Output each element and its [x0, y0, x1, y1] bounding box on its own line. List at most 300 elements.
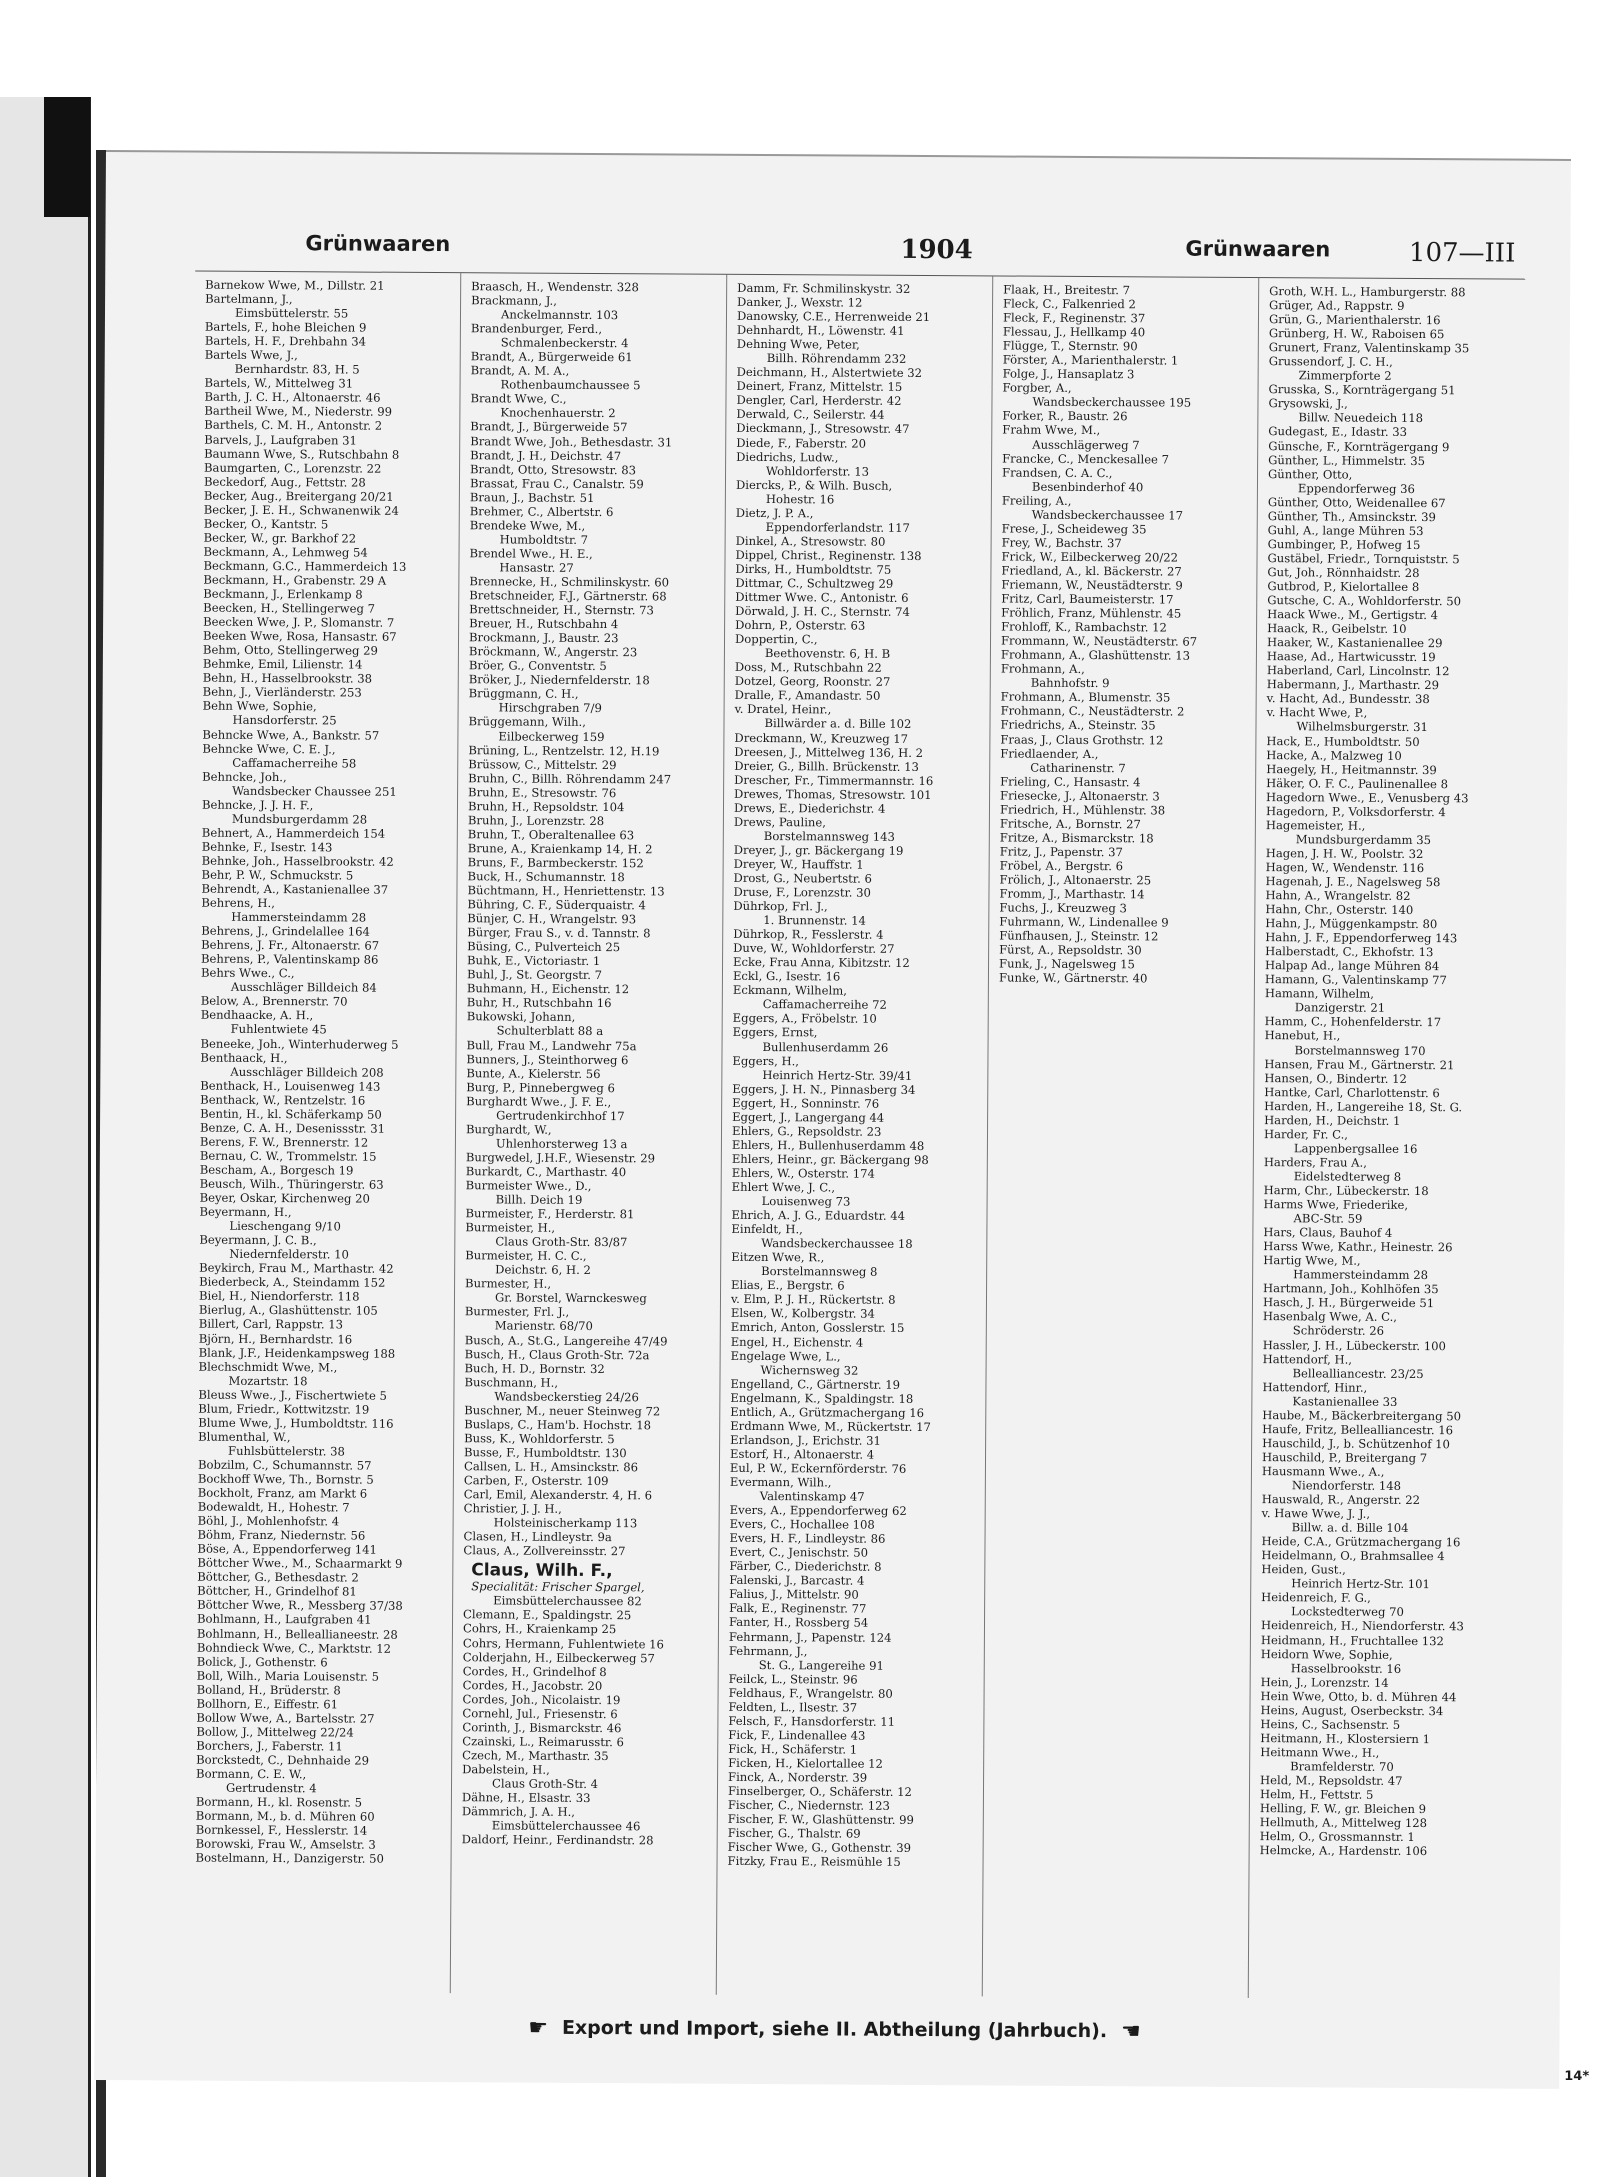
directory-columns: [185, 271, 1525, 2000]
entry-address-line: Mundsburgerdamm 28: [231, 811, 368, 827]
directory-entry: Ehlers, W., Osterstr. 174: [731, 1165, 876, 1181]
entry-address-line: Billh. Röhrendamm 232: [766, 351, 907, 367]
entry-address-line: Lappenbergsallee 16: [1293, 1141, 1418, 1156]
directory-entry: Gustäbel, Friedr., Tornquiststr. 5: [1267, 550, 1460, 567]
directory-entry: Heidelmann, O., Brahmsallee 4: [1261, 1548, 1445, 1564]
entry-address-line: Zimmerpforte 2: [1298, 368, 1392, 384]
directory-entry: Becker, Aug., Breitergang 20/21: [203, 488, 394, 504]
directory-entry: Behn, H., Hasselbrookstr. 38: [202, 670, 373, 686]
entry-address-line: Borstelmannsweg 170: [1294, 1042, 1426, 1058]
entry-address-line: Caffamacherreihe 58: [232, 755, 357, 771]
directory-entry: Frey, W., Bachstr. 37: [1001, 535, 1122, 551]
directory-entry: Behrens, J., Grindelallee 164: [201, 923, 370, 939]
entry-address-line: Bullenhuserdamm 26: [762, 1039, 889, 1055]
entry-address-line: Hammersteindamm 28: [231, 909, 367, 925]
directory-entry: Diercks, P., & Wilh. Busch,: [735, 477, 893, 493]
directory-entry: Bartels, F., hohe Bleichen 9: [204, 319, 367, 335]
directory-entry: Buss, K., Wohldorferstr. 5: [464, 1431, 615, 1446]
directory-entry: Dieckmann, J., Stresowstr. 47: [736, 421, 910, 437]
directory-entry: v. Hawe Wwe, J. J.,: [1261, 1506, 1371, 1521]
directory-entry: Hamann, G., Valentinskamp 77: [1264, 972, 1447, 988]
directory-entry: Fünfhausen, J., Steinstr. 12: [999, 928, 1159, 944]
directory-entry: Friedrichs, A., Steinstr. 35: [1000, 717, 1156, 733]
directory-entry: Below, A., Brennerstr. 70: [200, 993, 348, 1009]
directory-entry: Eggers, H.,: [732, 1053, 800, 1068]
directory-entry: Brandt, A., Bürgerweide 61: [470, 349, 633, 365]
entry-address-line: Danzigerstr. 21: [1294, 1000, 1386, 1016]
directory-entry: Grüger, Ad., Rappstr. 9: [1269, 298, 1405, 313]
directory-entry: Heidenreich, F. G.,: [1261, 1590, 1371, 1606]
directory-entry: Benthack, W., Rentzelstr. 16: [200, 1092, 366, 1108]
directory-entry: Clemann, E., Spaldingstr. 25: [463, 1607, 632, 1623]
entry-address-line: Borstelmannsweg 143: [763, 828, 895, 844]
directory-entry: Buslaps, C., Ham'b. Hochstr. 18: [464, 1417, 652, 1433]
directory-entry: Finck, A., Norderstr. 39: [728, 1769, 868, 1785]
entry-address-line: Gr. Borstel, Warnckesweg: [494, 1290, 647, 1306]
directory-entry: Grunert, Franz, Valentinskamp 35: [1268, 340, 1470, 356]
directory-entry: Eggert, H., Sonninstr. 76: [732, 1095, 880, 1111]
directory-entry: Böttcher Wwe., M., Schaarmarkt 9: [197, 1555, 403, 1572]
directory-entry: Behnert, A., Hammerdeich 154: [201, 825, 386, 841]
directory-entry: Brandt, J., Bürgerweide 57: [470, 419, 628, 435]
directory-entry: Bartels, H. F., Drehbahn 34: [204, 333, 367, 349]
directory-entry: Behncke, Joh.,: [202, 769, 287, 784]
directory-entry: Ehlers, Heinr., gr. Bäckergang 98: [731, 1151, 929, 1167]
entry-address-line: Kastanienallee 33: [1292, 1393, 1398, 1409]
directory-entry: Fitzky, Frau E., Reismühle 15: [727, 1854, 901, 1870]
directory-entry: Behrs Wwe., C.,: [200, 965, 295, 981]
directory-entry: Bröker, J., Niedernfelderstr. 18: [468, 672, 650, 688]
directory-entry: Baumgarten, C., Lorenzstr. 22: [204, 460, 382, 476]
pointing-hand-icon: ☚: [1121, 2018, 1141, 2044]
directory-entry: Habermann, J., Marthastr. 29: [1266, 677, 1440, 693]
directory-entry: Beckmann, J., Erlenkamp 8: [203, 586, 363, 602]
entry-address-line: Wichernsweg 32: [760, 1362, 859, 1378]
entry-address-line: Ausschlägerweg 7: [1032, 437, 1140, 452]
column-3: [717, 275, 994, 1997]
entry-address-line: Wandsbeckerchaussee 17: [1031, 507, 1184, 523]
directory-entry: Clasen, H., Lindleystr. 9a: [463, 1529, 612, 1545]
directory-entry: Dotzel, Georg, Roonstr. 27: [734, 674, 891, 690]
directory-entry: Falk, E., Reginenstr. 77: [729, 1601, 867, 1617]
directory-entry: Hein Wwe, Otto, b. d. Mühren 44: [1260, 1688, 1457, 1704]
directory-entry: Burkardt, C., Marthastr. 40: [465, 1164, 627, 1180]
directory-entry: Hahn, Chr., Osterstr. 140: [1265, 902, 1414, 918]
directory-entry: Günther, Th., Amsinckstr. 39: [1267, 508, 1436, 524]
directory-entry: Burghardt Wwe., J. F. E.,: [466, 1093, 612, 1109]
directory-entry: Boll, Wilh., Maria Louisenstr. 5: [196, 1668, 380, 1684]
directory-entry: Brandt Wwe, Joh., Bethesdastr. 31: [470, 433, 673, 449]
header-year: 1904: [900, 234, 973, 266]
directory-entry: Frohmann, C., Neustädterstr. 2: [1000, 703, 1185, 720]
directory-entry: Ehlert Wwe, J. C.,: [731, 1179, 836, 1195]
directory-entry: Gumbinger, P., Hofweg 15: [1267, 536, 1421, 552]
directory-entry: Feldhaus, F., Wrangelstr. 80: [728, 1685, 893, 1701]
entry-address-line: Mozartstr. 18: [228, 1373, 308, 1388]
directory-entry: Carben, F., Osterstr. 109: [463, 1473, 609, 1489]
directory-entry: Becker, O., Kantstr. 5: [203, 516, 329, 532]
directory-entry: Beeken Wwe, Rosa, Hansastr. 67: [202, 628, 397, 644]
directory-entry: Harms Wwe, Friederike,: [1263, 1197, 1409, 1213]
directory-entry: Busse, F., Humboldtstr. 130: [464, 1445, 627, 1461]
directory-entry: Behmke, Emil, Lilienstr. 14: [202, 656, 363, 672]
directory-entry: Dreesen, J., Mittelweg 136, H. 2: [734, 744, 924, 760]
directory-entry: Björn, H., Bernhardstr. 16: [198, 1331, 353, 1347]
directory-entry: Beneeke, Joh., Winterhuderweg 5: [200, 1036, 399, 1052]
directory-entry: Evers, A., Eppendorferweg 62: [729, 1502, 907, 1518]
directory-entry: Funk, J., Nagelsweg 15: [999, 956, 1135, 972]
directory-entry: Buschner, M., neuer Steinweg 72: [464, 1402, 661, 1419]
entry-address-line: 1. Brunnenstr. 14: [763, 913, 866, 928]
directory-entry: Becker, W., gr. Barkhof 22: [203, 530, 357, 546]
directory-entry: Entlich, A., Grützmachergang 16: [730, 1404, 925, 1420]
entry-address-line: Hasselbrookstr. 16: [1290, 1660, 1402, 1676]
directory-entry: Doss, M., Rutschbahn 22: [734, 660, 882, 676]
directory-entry: Bohlmann, H., Laufgraben 41: [196, 1612, 372, 1628]
directory-entry: Elsen, W., Kolbergstr. 34: [730, 1306, 876, 1322]
entry-address-line: Hirschgraben 7/9: [498, 700, 602, 716]
directory-entry: Dreckmann, W., Kreuzweg 17: [734, 730, 909, 746]
directory-entry: Blume Wwe, J., Humboldtstr. 116: [198, 1415, 394, 1431]
directory-entry: Böse, A., Eppendorferweg 141: [197, 1541, 377, 1557]
directory-entry: Deichmann, H., Alstertwiete 32: [736, 365, 923, 381]
directory-entry: Eitzen Wwe, R.,: [731, 1250, 825, 1265]
directory-entry: Hasch, J. H., Bürgerweide 51: [1262, 1295, 1435, 1311]
directory-entry: Gutsche, C. A., Wohldorferstr. 50: [1267, 593, 1462, 609]
directory-entry: Borowski, Frau W., Amselstr. 3: [195, 1836, 376, 1852]
directory-entry: Bornkessel, F., Hesslerstr. 14: [195, 1822, 368, 1838]
directory-entry: Hamann, Wilhelm,: [1264, 986, 1374, 1002]
directory-entry: Beckmann, H., Grabenstr. 29 A: [203, 572, 387, 588]
directory-entry: Bruns, F., Barmbeckerstr. 152: [467, 855, 644, 871]
directory-entry: Bohlmann, H., Belleallianeestr. 28: [196, 1626, 398, 1642]
directory-entry: Brandenburger, Ferd.,: [470, 321, 603, 337]
directory-entry: Frommann, W., Neustädterstr. 67: [1000, 633, 1198, 649]
directory-entry: Carl, Emil, Alexanderstr. 4, H. 6: [463, 1487, 653, 1503]
directory-entry: Fick, H., Schäferstr. 1: [728, 1741, 858, 1757]
directory-entry: v. Hacht Wwe, P.,: [1266, 705, 1368, 721]
directory-entry: Eul, P. W., Eckernförderstr. 76: [729, 1460, 907, 1476]
directory-entry: Biederbeck, A., Steindamm 152: [199, 1274, 386, 1291]
entry-address-line: Bellealliancestr. 23/25: [1292, 1365, 1424, 1381]
directory-entry: Fleck, C., Falkenried 2: [1003, 296, 1136, 312]
directory-entry: Dippel, Christ., Reginenstr. 138: [735, 547, 922, 563]
entry-address-line: Heinrich Hertz-Str. 101: [1291, 1576, 1430, 1592]
directory-entry: Flügge, T., Sternstr. 90: [1002, 338, 1138, 354]
directory-entry: Büsing, C., Pulverteich 25: [467, 939, 621, 955]
directory-entry: Feldten, L., Ilsestr. 37: [728, 1699, 858, 1715]
directory-entry: Bolick, J., Gothenstr. 6: [196, 1654, 328, 1669]
directory-entry: Harders, Frau A.,: [1263, 1154, 1367, 1170]
directory-entry: Beykirch, Frau M., Marthastr. 42: [199, 1260, 394, 1277]
entry-address-line: Wandsbeckerchaussee 18: [761, 1236, 913, 1252]
directory-entry: Fröbel, A., Bergstr. 6: [999, 858, 1124, 874]
directory-entry: Hellmuth, A., Mittelweg 128: [1259, 1815, 1428, 1831]
directory-entry: Daldorf, Heinr., Ferdinandstr. 28: [461, 1832, 654, 1848]
entry-address-line: Beethovenstr. 6, H. B: [764, 646, 891, 662]
directory-entry: Bockhoff Wwe, Th., Bornstr. 5: [197, 1471, 374, 1487]
column-1: [185, 272, 462, 1994]
entry-address-line: Holsteinischerkamp 113: [493, 1515, 638, 1531]
entry-address-line: Wilhelmsburgerstr. 31: [1296, 719, 1428, 735]
entry-address-line: Bramfelderstr. 70: [1290, 1759, 1394, 1774]
directory-entry: Frohmann, A., Blumenstr. 35: [1000, 689, 1171, 705]
directory-entry: Hacke, A., Malzweg 10: [1266, 747, 1402, 763]
directory-entry: Beckmann, A., Lehmweg 54: [203, 544, 368, 560]
directory-entry: Dreyer, J., gr. Bäckergang 19: [733, 842, 904, 858]
directory-entry: Eckl, G., Isestr. 16: [732, 969, 841, 984]
header-category-left: Grünwaaren: [305, 231, 451, 257]
directory-entry: Günther, L., Himmelstr. 35: [1268, 452, 1426, 468]
directory-entry: Ehrich, A. J. G., Eduardstr. 44: [731, 1207, 906, 1223]
entry-address-line: Hammersteindamm 28: [1293, 1267, 1429, 1283]
directory-entry: Breuer, H., Rutschbahn 4: [469, 616, 619, 632]
directory-entry: Behr, P. W., Schmuckstr. 5: [201, 867, 354, 883]
directory-entry: Frieling, C., Hansastr. 4: [1000, 774, 1141, 789]
directory-entry: Bartelmann, J.,: [205, 291, 293, 307]
directory-entry: Günther, Otto,: [1268, 466, 1353, 482]
directory-entry: v. Elm, P. J. H., Rückertstr. 8: [730, 1292, 896, 1308]
directory-entry: Falius, J., Mittelstr. 90: [729, 1587, 859, 1602]
directory-entry: Grysowski, J.,: [1268, 396, 1348, 411]
directory-entry: Evermann, Wilh.,: [729, 1474, 832, 1490]
directory-entry: Fuchs, J., Kreuzweg 3: [999, 900, 1127, 916]
advertisement-specialty: Specialität: Frischer Spargel,: [471, 1579, 645, 1595]
entry-address-line: Schulterblatt 88 a: [496, 1023, 604, 1039]
directory-entry: Bruhn, T., Oberaltenallee 63: [467, 827, 635, 843]
entry-address-line: Wandsbecker Chaussee 251: [232, 783, 397, 799]
directory-entry: Beckedorf, Aug., Fettstr. 28: [203, 474, 366, 490]
directory-entry: Fick, F., Lindenallee 43: [728, 1727, 866, 1743]
entry-address-line: Billh. Deich 19: [495, 1192, 583, 1207]
footer-text: Export und Import, siehe II. Abtheilung (Jahrbuch).: [561, 2016, 1108, 2043]
directory-entry: Bröckmann, W., Angerstr. 23: [468, 644, 638, 660]
directory-entry: Halpap Ad., lange Mühren 84: [1264, 958, 1440, 974]
directory-entry: Beyer, Oskar, Kirchenweg 20: [199, 1190, 370, 1206]
entry-address-line: Billwärder a. d. Bille 102: [764, 716, 912, 732]
directory-entry: Bormann, M., b. d. Mühren 60: [195, 1808, 375, 1824]
directory-entry: Büchtmann, H., Henriettenstr. 13: [467, 883, 665, 899]
directory-entry: Funke, W., Gärtnerstr. 40: [998, 970, 1148, 986]
directory-entry: Fischer Wwe, G., Gothenstr. 39: [727, 1840, 912, 1856]
entry-address-line: Borstelmannsweg 8: [761, 1264, 878, 1280]
directory-entry: Brüggmann, C. H.,: [468, 686, 579, 702]
directory-entry: Grünberg, H. W., Raboisen 65: [1268, 326, 1445, 342]
advertisement-address: Eimsbüttelerchaussee 82: [493, 1593, 642, 1609]
directory-entry: Hahn, J., Müggenkampstr. 80: [1265, 916, 1438, 932]
directory-entry: Dohrn, P., Osterstr. 63: [735, 617, 866, 633]
directory-entry: Finselberger, O., Schäferstr. 12: [727, 1783, 912, 1799]
directory-entry: Grün, G., Marienthalerstr. 16: [1268, 312, 1441, 328]
directory-entry: Gut, Joh., Rönnhaidstr. 28: [1267, 565, 1420, 580]
directory-entry: Bockholt, Franz, am Markt 6: [197, 1485, 368, 1501]
directory-entry: Bünjer, C. H., Wrangelstr. 93: [467, 911, 637, 927]
directory-entry: Dreier, G., Billh. Brückenstr. 13: [734, 758, 919, 774]
directory-entry: Hamm, C., Hohenfelderstr. 17: [1264, 1014, 1442, 1030]
entry-address-line: Ausschläger Billdeich 208: [230, 1064, 384, 1080]
directory-entry: Beyermann, H.,: [199, 1204, 292, 1220]
directory-entry: Behnke, Joh., Hasselbrookstr. 42: [201, 853, 394, 869]
directory-entry: Frölich, J., Altonaerstr. 25: [999, 872, 1152, 888]
directory-entry: Bretschneider, F.J., Gärtnerstr. 68: [469, 588, 667, 604]
directory-entry: Ehlers, H., Bullenhuserdamm 48: [731, 1137, 925, 1153]
directory-entry: Eggert, J., Langergang 44: [732, 1109, 885, 1125]
pointing-hand-icon: ☛: [528, 2015, 549, 2041]
entry-address-line: Claus Groth-Str. 4: [491, 1776, 599, 1792]
directory-entry: Bendhaacke, A. H.,: [200, 1008, 314, 1023]
directory-entry: Hantke, Carl, Charlottenstr. 6: [1264, 1084, 1440, 1100]
directory-entry: Hasenbalg Wwe, A. C.,: [1262, 1309, 1398, 1325]
directory-entry: Brüning, L., Rentzelstr. 12, H.19: [468, 742, 660, 758]
directory-entry: Busch, H., Claus Groth-Str. 72a: [464, 1346, 650, 1362]
column-4: [983, 276, 1260, 1998]
directory-entry: Fehrmann, J.,: [728, 1643, 808, 1658]
entry-address-line: Anckelmannstr. 103: [500, 307, 619, 323]
directory-entry: Bobzilm, C., Schumannstr. 57: [197, 1457, 372, 1473]
directory-entry: Claus, A., Zollvereinsstr. 27: [463, 1543, 626, 1559]
directory-entry: v. Dratel, Heinr.,: [734, 702, 832, 717]
directory-entry: Günsche, F., Kornträgergang 9: [1268, 438, 1450, 454]
directory-entry: Barnekow Wwe, M., Dillstr. 21: [205, 277, 385, 293]
directory-entry: Hausmann Wwe., A.,: [1261, 1464, 1385, 1479]
header-category-right: Grünwaaren: [1185, 236, 1331, 262]
directory-entry: Freiling, A.,: [1001, 493, 1072, 508]
entry-address-line: Knochenhauerstr. 2: [500, 405, 616, 421]
directory-entry: Brennecke, H., Schmilinskystr. 60: [469, 574, 670, 590]
directory-entry: Fuhrmann, W., Lindenallee 9: [999, 914, 1169, 930]
entry-address-line: Hansdorferstr. 25: [232, 713, 337, 728]
directory-entry: Buhr, H., Rutschbahn 16: [466, 995, 612, 1011]
directory-entry: Brendeke Wwe, M.,: [469, 518, 586, 533]
directory-entry: Hagen, W., Wendenstr. 116: [1265, 860, 1425, 875]
directory-entry: Benthack, H., Louisenweg 143: [200, 1078, 381, 1094]
directory-entry: Forker, R., Baustr. 26: [1002, 408, 1128, 424]
directory-entry: Behn, J., Vierländerstr. 253: [202, 684, 362, 700]
directory-entry: Haufe, Fritz, Bellealliancestr. 16: [1262, 1421, 1454, 1438]
entry-address-line: Catharinenstr. 7: [1030, 760, 1126, 775]
directory-entry: Erlandson, J., Erichstr. 31: [730, 1432, 881, 1448]
entry-address-line: Deichstr. 6, H. 2: [495, 1262, 591, 1278]
directory-entry: Fischer, C., Niedernstr. 123: [727, 1797, 891, 1813]
directory-entry: Beusch, Wilh., Thüringerstr. 63: [199, 1176, 384, 1192]
directory-entry: Berens, F. W., Brennerstr. 12: [199, 1134, 369, 1150]
directory-entry: Derwald, C., Seilerstr. 44: [736, 407, 885, 423]
directory-entry: Bukowski, Johann,: [466, 1009, 576, 1025]
directory-entry: Beckmann, G.C., Hammerdeich 13: [203, 558, 407, 574]
directory-entry: Beyermann, J. C. B.,: [199, 1232, 317, 1248]
directory-entry: Engel, H., Eichenstr. 4: [730, 1334, 864, 1350]
directory-entry: Fröhlich, Franz, Mühlenstr. 45: [1001, 605, 1182, 621]
directory-entry: Emrich, Anton, Gosslerstr. 15: [730, 1320, 905, 1336]
directory-entry: Bruhn, C., Billh. Röhrendamm 247: [468, 770, 672, 787]
directory-entry: Behrens, P., Valentinskamp 86: [201, 951, 379, 967]
directory-entry: Dittmar, C., Schultzweg 29: [735, 575, 894, 591]
directory-entry: Corinth, J., Bismarckstr. 46: [462, 1719, 622, 1735]
directory-entry: Burghardt, W.,: [465, 1122, 552, 1137]
directory-entry: Blumenthal, W.,: [198, 1429, 291, 1444]
directory-entry: Heitmann Wwe., H.,: [1260, 1744, 1380, 1760]
directory-entry: Christier, J. J. H.,: [463, 1501, 562, 1516]
directory-page: [94, 150, 1590, 2089]
directory-entry: Heins, August, Oserbeckstr. 34: [1260, 1702, 1444, 1718]
directory-entry: Haube, M., Bäckerbreitergang 50: [1262, 1407, 1462, 1424]
directory-entry: Engelmann, K., Spaldingstr. 18: [730, 1390, 914, 1406]
directory-entry: Bunte, A., Kielerstr. 56: [466, 1065, 601, 1081]
directory-entry: Haaker, W., Kastanienallee 29: [1266, 635, 1443, 651]
directory-entry: Brettschneider, H., Sternstr. 73: [469, 602, 654, 618]
directory-entry: Frohloff, K., Rambachstr. 12: [1001, 619, 1167, 635]
directory-entry: Fleck, F., Reginenstr. 37: [1002, 310, 1146, 326]
directory-entry: Eggers, A., Fröbelstr. 10: [732, 1011, 877, 1027]
directory-entry: Helm, H., Fettstr. 5: [1259, 1787, 1374, 1802]
directory-entry: Burmeister, H. C. C.,: [465, 1248, 587, 1264]
directory-entry: Hattendorf, H.,: [1262, 1351, 1353, 1367]
entry-address-line: Mundsburgerdamm 35: [1295, 832, 1432, 847]
directory-entry: Fehrmann, J., Papenstr. 124: [728, 1629, 892, 1645]
directory-entry: Bernau, C. W., Trommelstr. 15: [199, 1148, 377, 1164]
directory-entry: Günther, Otto, Weidenallee 67: [1267, 494, 1446, 510]
directory-entry: Haack, R., Geibelstr. 10: [1267, 621, 1407, 637]
directory-entry: Halberstadt, C., Ekhofstr. 13: [1265, 944, 1434, 960]
directory-entry: Haberland, Carl, Lincolnstr. 12: [1266, 663, 1450, 679]
directory-entry: Francke, C., Menckesallee 7: [1002, 451, 1170, 467]
directory-entry: Bolland, H., Brüderstr. 8: [196, 1682, 341, 1698]
directory-entry: Fromm, J., Marthastr. 14: [999, 886, 1145, 902]
entry-address-line: Schröderstr. 26: [1292, 1323, 1385, 1339]
directory-entry: Einfeldt, H.,: [731, 1221, 803, 1237]
directory-entry: Danowsky, C.E., Herrenweide 21: [736, 308, 931, 325]
directory-entry: Estorf, H., Altonaerstr. 4: [730, 1446, 875, 1462]
directory-entry: Fischer, G., Thalstr. 69: [727, 1825, 861, 1841]
directory-entry: Blum, Friedr., Kottwitzstr. 19: [198, 1401, 370, 1417]
directory-entry: Bruhn, H., Repsoldstr. 104: [467, 798, 625, 814]
directory-entry: Hagemeister, H.,: [1265, 817, 1366, 833]
entry-address-line: Wandsbeckerchaussee 195: [1032, 395, 1192, 411]
directory-entry: Blechschmidt Wwe, M.,: [198, 1359, 338, 1375]
directory-entry: Ecke, Frau Anna, Kibitzstr. 12: [733, 955, 910, 971]
directory-entry: Harden, H., Deichstr. 1: [1264, 1112, 1401, 1128]
directory-entry: Heitmann, H., Klostersiern 1: [1260, 1730, 1431, 1746]
page-top-rule: [106, 150, 1571, 161]
directory-entry: Eggers, Ernst,: [732, 1025, 818, 1040]
directory-entry: Cordes, H., Jacobstr. 20: [462, 1677, 603, 1693]
directory-entry: Braasch, H., Wendenstr. 328: [471, 279, 639, 295]
directory-entry: Engelage Wwe, L.,: [730, 1348, 841, 1364]
entry-address-line: Hohestr. 16: [765, 491, 835, 507]
directory-entry: Dinkel, A., Stresowstr. 80: [735, 533, 886, 549]
directory-entry: Bull, Frau M., Landwehr 75a: [466, 1037, 637, 1053]
entry-address-line: Bernhardstr. 83, H. 5: [234, 362, 360, 377]
directory-entry: Behncke, J. J. H. F.,: [201, 797, 314, 813]
entry-address-line: Rothenbaumchaussee 5: [500, 377, 641, 393]
directory-entry: Beecken Wwe, J. P., Slomanstr. 7: [203, 614, 395, 630]
directory-entry: Bartels Wwe, J.,: [204, 347, 298, 363]
directory-entry: Hauschild, P., Breitergang 7: [1261, 1449, 1428, 1465]
directory-entry: Friedlaender, A.,: [1000, 746, 1099, 761]
directory-entry: Bröer, G., Conventstr. 5: [468, 658, 607, 674]
directory-entry: Ehlers, G., Repsoldstr. 23: [731, 1123, 882, 1139]
directory-entry: Drewes, Thomas, Stresowstr. 101: [734, 786, 932, 802]
directory-entry: Flaak, H., Breitestr. 7: [1003, 282, 1131, 298]
directory-entry: Brehmer, C., Albertstr. 6: [469, 503, 614, 519]
directory-entry: Färber, C., Diederichstr. 8: [729, 1559, 882, 1575]
directory-entry: Fritze, A., Bismarckstr. 18: [999, 830, 1154, 846]
directory-entry: Fanter, H., Rossberg 54: [728, 1615, 869, 1631]
entry-address-line: Ausschläger Billdeich 84: [230, 980, 377, 996]
directory-entry: Burmester, Frl. J.,: [464, 1304, 570, 1320]
directory-entry: Bostelmann, H., Danzigerstr. 50: [195, 1850, 384, 1866]
directory-entry: Haack Wwe., M., Gertigstr. 4: [1267, 607, 1439, 623]
